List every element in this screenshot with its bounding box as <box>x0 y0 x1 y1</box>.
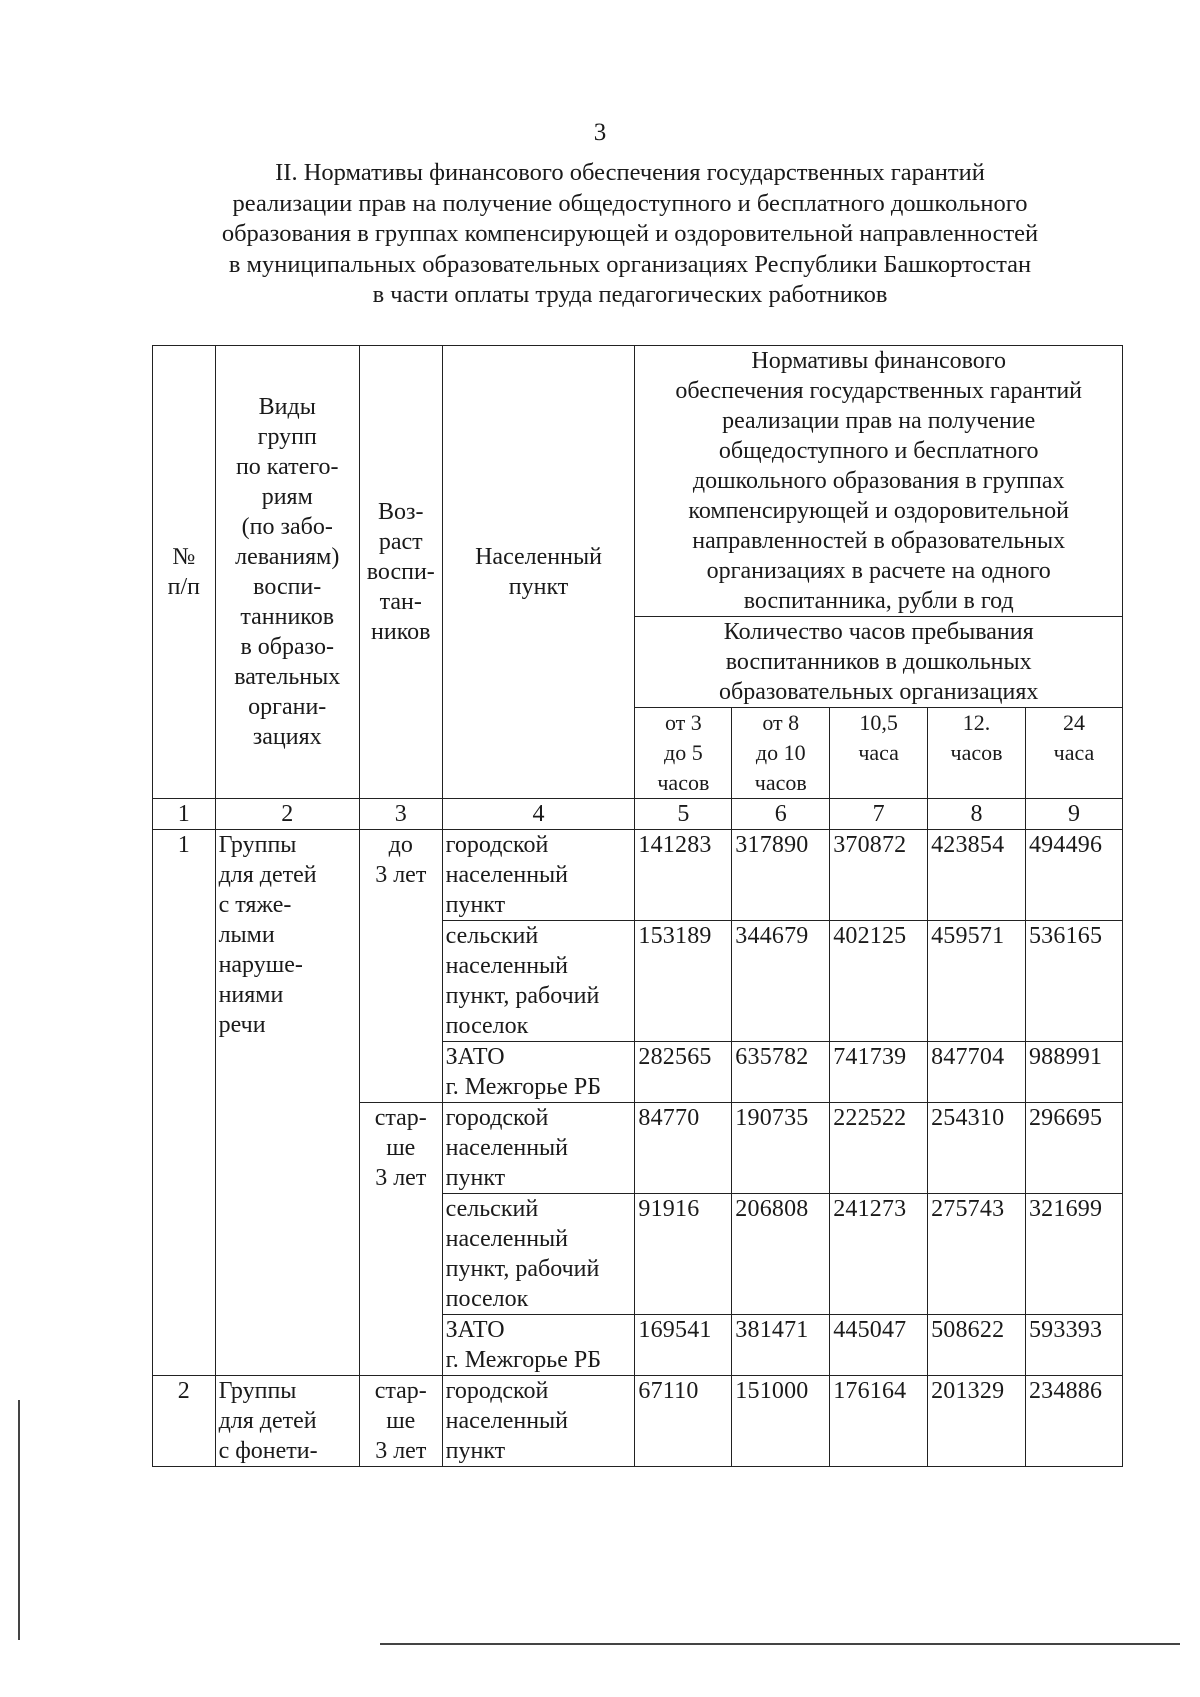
cell-line: часов <box>950 740 1003 765</box>
norm-value-cell: 91916 <box>635 1194 732 1315</box>
norm-value-cell: 494496 <box>1025 830 1122 921</box>
cell-line: г. Межгорье РБ <box>445 1074 602 1100</box>
cell-line: 3 лет <box>375 862 427 888</box>
norm-value-cell: 153189 <box>635 921 732 1042</box>
settlement-cell <box>442 1194 635 1315</box>
cell-line: зациях <box>252 724 322 750</box>
cell-line: компенсирующей и оздоровительной <box>688 498 1070 524</box>
column-numbers-row <box>153 799 1123 830</box>
cell-line: дошкольного образования в группах <box>692 468 1065 494</box>
cell-line: населенный <box>445 953 569 979</box>
cell-line: танников <box>240 604 335 630</box>
norm-value-cell: 317890 <box>732 830 830 921</box>
header-group-type <box>215 346 359 799</box>
cell-line: от 3 <box>664 710 702 735</box>
settlement-cell <box>442 1315 635 1376</box>
cell-line: вательных <box>234 664 341 690</box>
cell-line: 12. <box>962 710 991 735</box>
settlement-cell <box>442 921 635 1042</box>
cell-line: леваниям) <box>235 544 340 570</box>
heading-line: II. Нормативы финансового обеспечения государственных гарантий <box>275 159 985 186</box>
cell-line: органи- <box>248 694 327 720</box>
cell-line: общедоступного и бесплатного <box>718 438 1039 464</box>
norm-value-cell: 254310 <box>928 1103 1026 1194</box>
cell-line: стар- <box>374 1378 427 1404</box>
scan-bottom-line <box>380 1643 1180 1645</box>
header-hours-title <box>635 617 1123 708</box>
cell-line: воспи- <box>366 559 435 585</box>
cell-line: воспи- <box>253 574 322 600</box>
cell-line: городской <box>445 1378 549 1404</box>
norm-value-cell: 296695 <box>1025 1103 1122 1194</box>
cell-line: до <box>388 832 413 858</box>
cell-line: до 5 <box>664 740 703 765</box>
cell-line: стар- <box>374 1105 427 1131</box>
row-number: 1 <box>153 830 216 1376</box>
norm-value-cell: 593393 <box>1025 1315 1122 1376</box>
heading-line: реализации прав на получение общедоступного и бесплатного дошкольного <box>232 189 1028 217</box>
norm-value-cell: 234886 <box>1025 1376 1122 1467</box>
page-number: 3 <box>593 119 607 146</box>
cell-line: наруше- <box>218 952 303 978</box>
column-number: 8 <box>928 799 1026 830</box>
norm-value-cell: 635782 <box>732 1042 830 1103</box>
cell-line: ше <box>386 1135 416 1161</box>
age-cell <box>359 1103 442 1376</box>
cell-line: ников <box>371 619 431 645</box>
heading-line: в части оплаты труда педагогических работников <box>372 281 888 308</box>
cell-line: Группы <box>218 832 297 858</box>
column-number: 7 <box>830 799 928 830</box>
cell-line: от 8 <box>762 710 800 735</box>
norm-value-cell: 344679 <box>732 921 830 1042</box>
norm-value-cell: 741739 <box>830 1042 928 1103</box>
cell-line: населенный <box>445 1226 569 1252</box>
norm-value-cell: 176164 <box>830 1376 928 1467</box>
norm-value-cell: 536165 <box>1025 921 1122 1042</box>
cell-line: Воз- <box>378 499 424 525</box>
column-number: 4 <box>442 799 635 830</box>
cell-line: пункт, рабочий <box>445 983 600 1009</box>
cell-line: лыми <box>218 922 275 948</box>
norm-value-cell: 988991 <box>1025 1042 1122 1103</box>
age-cell <box>359 830 442 1103</box>
cell-line: раст <box>378 529 423 555</box>
norm-value-cell: 402125 <box>830 921 928 1042</box>
cell-line: городской <box>445 1105 549 1131</box>
cell-line: № <box>172 544 196 570</box>
heading-line: в муниципальных образовательных организациях Республики Башкортостан <box>228 250 1032 278</box>
cell-line: часов <box>754 770 807 795</box>
cell-line: с тяже- <box>218 892 292 918</box>
column-number: 2 <box>215 799 359 830</box>
cell-line: г. Межгорье РБ <box>445 1347 602 1373</box>
cell-line: в образо- <box>240 634 334 660</box>
column-number: 6 <box>732 799 830 830</box>
cell-line: воспитанника, рубли в год <box>743 588 1014 614</box>
cell-line: реализации прав на получение <box>722 408 1036 434</box>
cell-line: Населенный <box>475 544 602 570</box>
settlement-cell <box>442 1376 635 1467</box>
norm-value-cell: 201329 <box>928 1376 1026 1467</box>
cell-line: Группы <box>218 1378 297 1404</box>
cell-line: городской <box>445 832 549 858</box>
cell-line: Нормативы финансового <box>751 348 1007 374</box>
norm-value-cell: 190735 <box>732 1103 830 1194</box>
norm-value-cell: 508622 <box>928 1315 1026 1376</box>
cell-line: населенный <box>445 1408 569 1434</box>
group-type-cell <box>215 830 359 1376</box>
scan-edge-line <box>18 1400 20 1640</box>
cell-line: пункт <box>445 892 506 918</box>
cell-line: тан- <box>379 589 422 615</box>
cell-line: сельский <box>445 1196 539 1222</box>
heading-line: образования в группах компенсирующей и оздоровительной направленностей <box>221 220 1039 247</box>
cell-line: 3 лет <box>375 1438 427 1464</box>
header-hours-24 <box>1025 708 1122 799</box>
cell-line: п/п <box>167 574 200 600</box>
cell-line: воспитанников в дошкольных <box>725 649 1032 675</box>
header-hours-12 <box>928 708 1026 799</box>
norm-value-cell: 381471 <box>732 1315 830 1376</box>
cell-line: 10,5 <box>859 710 898 735</box>
cell-line: 3 лет <box>375 1165 427 1191</box>
table-row <box>153 1376 1123 1467</box>
column-number: 5 <box>635 799 732 830</box>
norm-value-cell: 67110 <box>635 1376 732 1467</box>
header-hours-3-5 <box>635 708 732 799</box>
header-hours-8-10 <box>732 708 830 799</box>
norm-value-cell: 445047 <box>830 1315 928 1376</box>
cell-line: (по забо- <box>241 514 333 540</box>
cell-line: населенный <box>445 862 569 888</box>
cell-line: речи <box>218 1012 266 1038</box>
group-type-cell <box>215 1376 359 1467</box>
norm-value-cell: 370872 <box>830 830 928 921</box>
settlement-cell <box>442 830 635 921</box>
cell-line: ше <box>386 1408 416 1434</box>
header-num <box>153 346 216 799</box>
cell-line: ниями <box>218 982 284 1008</box>
settlement-cell <box>442 1042 635 1103</box>
cell-line: ЗАТО <box>445 1317 505 1343</box>
cell-line: пункт <box>445 1438 506 1464</box>
cell-line: часа <box>1053 740 1095 765</box>
cell-line: для детей <box>218 862 317 888</box>
norm-value-cell: 169541 <box>635 1315 732 1376</box>
header-norm-title <box>635 346 1123 617</box>
row-number: 2 <box>153 1376 216 1467</box>
settlement-cell <box>442 1103 635 1194</box>
norm-value-cell: 141283 <box>635 830 732 921</box>
norm-value-cell: 151000 <box>732 1376 830 1467</box>
norm-value-cell: 423854 <box>928 830 1026 921</box>
cell-line: организациях в расчете на одного <box>706 558 1051 584</box>
column-number: 1 <box>153 799 216 830</box>
cell-line: пункт <box>508 574 569 600</box>
header-settlement <box>442 346 635 799</box>
norm-value-cell: 84770 <box>635 1103 732 1194</box>
cell-line: сельский <box>445 923 539 949</box>
cell-line: ЗАТО <box>445 1044 505 1070</box>
age-cell <box>359 1376 442 1467</box>
cell-line: Количество часов пребывания <box>723 619 1034 645</box>
cell-line: Виды <box>258 394 316 420</box>
table-row <box>153 830 1123 921</box>
header-row <box>153 346 1123 617</box>
norm-value-cell: 282565 <box>635 1042 732 1103</box>
cell-line: обеспечения государственных гарантий <box>675 378 1083 404</box>
cell-line: поселок <box>445 1286 529 1312</box>
cell-line: групп <box>257 424 317 450</box>
norm-value-cell: 206808 <box>732 1194 830 1315</box>
cell-line: с фонети- <box>218 1438 318 1464</box>
cell-line: поселок <box>445 1013 529 1039</box>
cell-line: часов <box>657 770 710 795</box>
norm-value-cell: 241273 <box>830 1194 928 1315</box>
cell-line: 24 <box>1062 710 1085 735</box>
norm-value-cell: 321699 <box>1025 1194 1122 1315</box>
column-number: 3 <box>359 799 442 830</box>
cell-line: направленностей в образовательных <box>692 528 1066 554</box>
cell-line: пункт <box>445 1165 506 1191</box>
column-number: 9 <box>1025 799 1122 830</box>
cell-line: для детей <box>218 1408 317 1434</box>
norm-value-cell: 222522 <box>830 1103 928 1194</box>
cell-line: до 10 <box>755 740 806 765</box>
norm-value-cell: 847704 <box>928 1042 1026 1103</box>
cell-line: по катего- <box>235 454 339 480</box>
cell-line: часа <box>858 740 899 765</box>
header-hours-10-5 <box>830 708 928 799</box>
norm-value-cell: 275743 <box>928 1194 1026 1315</box>
cell-line: риям <box>261 484 313 510</box>
norm-value-cell: 459571 <box>928 921 1026 1042</box>
normatives-table <box>152 345 1123 1467</box>
cell-line: населенный <box>445 1135 569 1161</box>
cell-line: образовательных организациях <box>719 679 1039 705</box>
section-heading <box>160 158 1100 311</box>
header-age <box>359 346 442 799</box>
cell-line: пункт, рабочий <box>445 1256 600 1282</box>
